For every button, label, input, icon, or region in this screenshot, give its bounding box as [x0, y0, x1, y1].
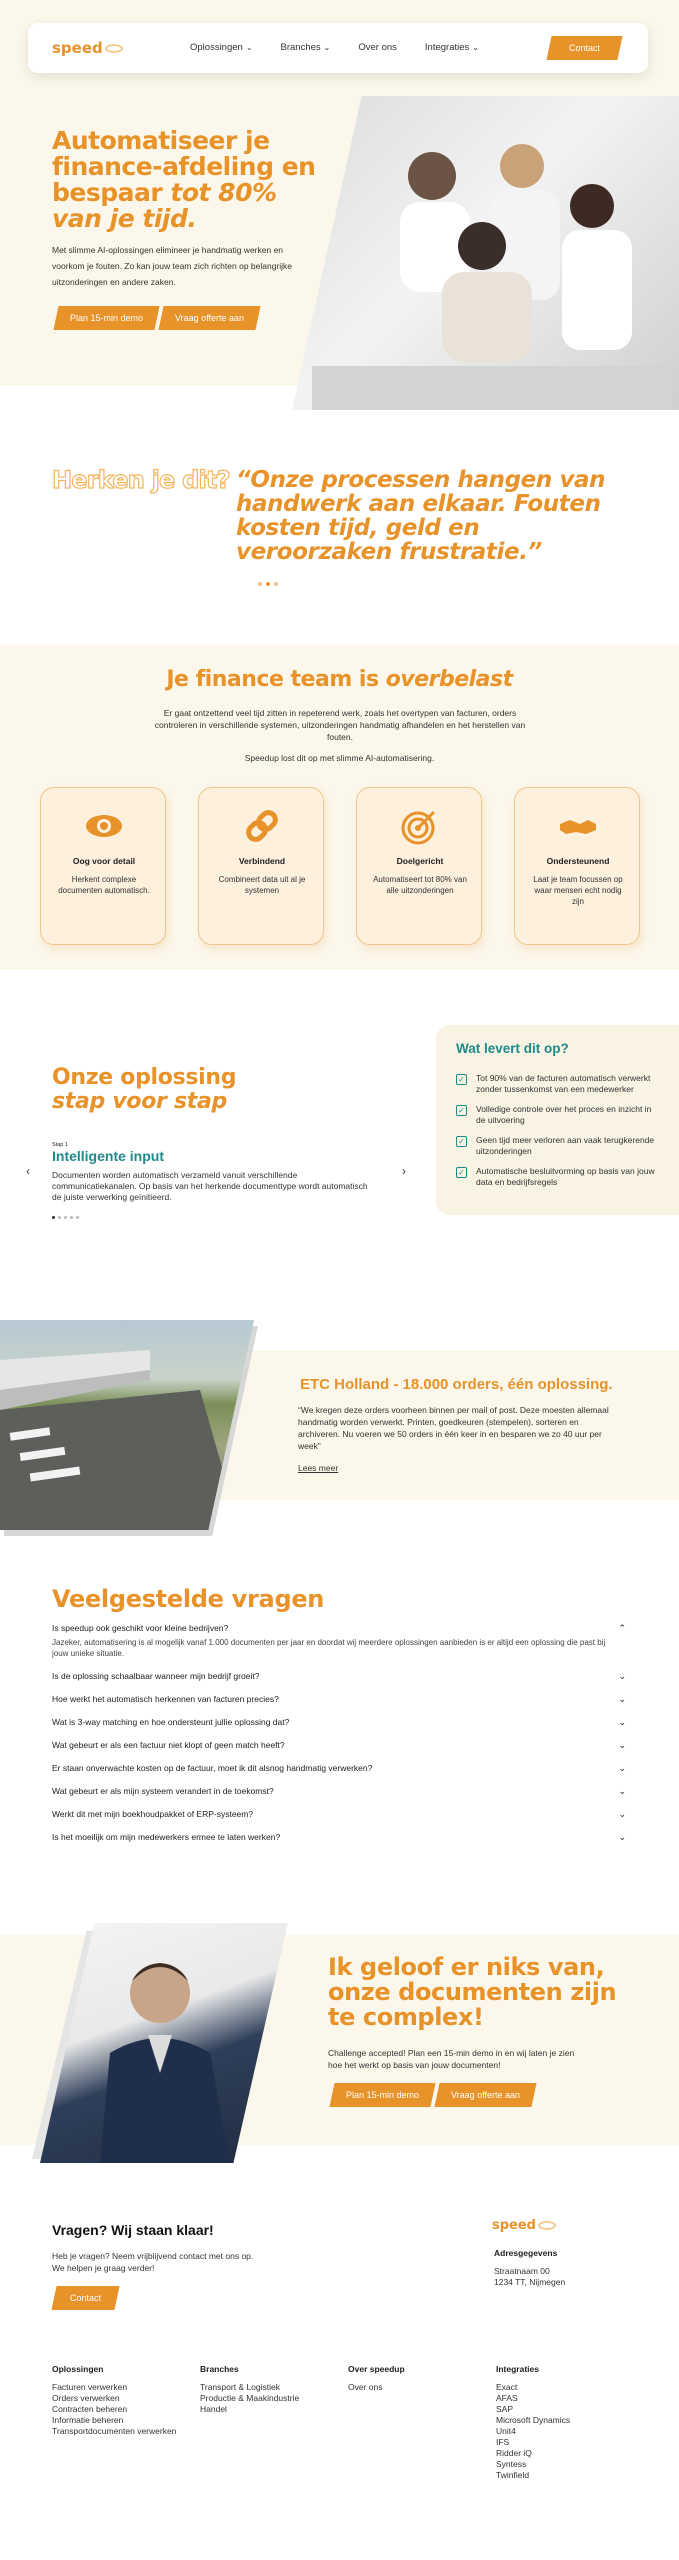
feature-card [40, 787, 166, 945]
benefits-panel [436, 1025, 679, 1215]
feature-card-desc: Combineert data uit al je systemen [218, 875, 306, 895]
footer-link[interactable]: SAP [496, 2404, 514, 2414]
faq-item[interactable]: Wat gebeurt er als mijn systeem verandert in de toekomst? ⌄ [52, 1786, 626, 1796]
feature-card [514, 787, 640, 945]
overbelast-intro-2: Speedup lost dit op met slimme AI-automatisering. [244, 753, 435, 763]
checkbox-icon: ✓ [456, 1167, 467, 1178]
feature-card-title: Ondersteunend [546, 856, 610, 866]
benefits-title: Wat levert dit op? [456, 1041, 569, 1056]
case-study-section [0, 1320, 679, 1510]
cta-buttons [332, 2083, 534, 2107]
feature-card-desc: Laat je team focussen op waar mensen echt nodig zijn [533, 875, 623, 906]
chevron-right-icon[interactable]: › [402, 1164, 406, 1178]
cta-person-photo [40, 1923, 288, 2163]
chevron-down-icon: ⌄ [618, 1740, 626, 1750]
target-icon [400, 806, 440, 846]
chevron-down-icon: ⌄ [618, 1832, 626, 1842]
footer-link[interactable]: Contracten beheren [52, 2404, 128, 2414]
feature-card [198, 787, 324, 945]
herken-label: Herken je dit? [52, 466, 230, 494]
step-dot-active[interactable] [52, 1216, 55, 1219]
faq-item[interactable]: Werkt dit met mijn boekhoudpakket of ERP-systeem? ⌄ [52, 1809, 626, 1819]
footer-col-title: Branches [200, 2364, 239, 2374]
footer-col-oplossingen [52, 2364, 200, 2481]
address [494, 2266, 565, 2288]
request-quote-button[interactable]: Vraag offerte aan [434, 2083, 536, 2107]
benefit-item: ✓ Automatische besluitvorming op basis van jouw data en bedrijfsregels [456, 1166, 656, 1188]
step-dot[interactable] [70, 1216, 73, 1219]
footer-link[interactable]: Microsoft Dynamics [496, 2415, 571, 2425]
contact-button[interactable]: Contact [546, 36, 622, 60]
faq-item[interactable]: Is de oplossing schaalbaar wanneer mijn bedrijf groeit? ⌄ [52, 1671, 626, 1681]
carousel-dots [258, 582, 278, 586]
footer-logo[interactable]: speed [492, 2218, 556, 2233]
plan-demo-button[interactable]: Plan 15-min demo [329, 2083, 435, 2107]
logo-swoosh-icon [538, 2221, 556, 2230]
chevron-down-icon: ⌄ [618, 1786, 626, 1796]
faq-item[interactable]: Er staan onverwachte kosten op de factuur, moet ik dit alsnog handmatig verwerken? ⌄ [52, 1763, 626, 1773]
link-icon [242, 806, 282, 846]
faq-item[interactable]: Hoe werkt het automatisch herkennen van facturen precies? ⌄ [52, 1694, 626, 1704]
step-dot[interactable] [64, 1216, 67, 1219]
footer-link[interactable]: IFS [496, 2437, 510, 2447]
handshake-icon [558, 806, 598, 846]
footer-link[interactable]: Transport & Logistiek [200, 2382, 280, 2392]
solution-title: Onze oplossing stap voor stap [52, 1065, 237, 1114]
step-dot[interactable] [58, 1216, 61, 1219]
footer [0, 2200, 679, 2560]
menu-item-integraties[interactable]: Integraties ⌄ [424, 42, 479, 53]
footer-link[interactable]: Informatie beheren [52, 2415, 124, 2425]
chevron-down-icon: ⌄ [618, 1671, 626, 1681]
checkbox-icon: ✓ [456, 1074, 467, 1085]
footer-link[interactable]: Unit4 [496, 2426, 516, 2436]
overbelast-section [0, 645, 679, 970]
faq-item[interactable]: Is het moeilijk om mijn medewerkers ermee te laten werken? ⌄ [52, 1832, 626, 1842]
footer-text: Heb je vragen? Neem vrijblijvend contact met ons op. We helpen je graag verder! [52, 2251, 254, 2273]
menu-item-branches[interactable]: Branches ⌄ [280, 42, 331, 53]
cta-title: Ik geloof er niks van, onze documenten zijn te complex! [328, 1953, 617, 2031]
footer-contact-button[interactable]: Contact [51, 2286, 119, 2310]
chevron-down-icon: ⌄ [323, 43, 331, 52]
feature-card [356, 787, 482, 945]
footer-col-over-speedup [348, 2364, 496, 2481]
address-heading: Adresgegevens [494, 2248, 558, 2258]
carousel-dot[interactable] [258, 582, 262, 586]
nav-bar [28, 23, 648, 73]
faq-title: Veelgestelde vragen [52, 1585, 325, 1613]
read-more-link[interactable]: Lees meer [298, 1463, 339, 1473]
step-dot[interactable] [76, 1216, 79, 1219]
cta-text: Challenge accepted! Plan een 15-min demo in en wij laten je zien hoe het werkt op basis van jouw documenten! [328, 2048, 575, 2070]
footer-col-title: Integraties [496, 2364, 539, 2374]
hero-text: Met slimme AI-oplossingen elimineer je handmatig werken en voorkom je fouten. Zo kan jouw team zich richten op belangrijke uitzonderingen en andere zaken. [52, 245, 293, 287]
address-city: 1234 TT, Nijmegen [494, 2277, 566, 2287]
feature-card-desc: Herkent complexe documenten automatisch. [58, 875, 150, 895]
footer-col-integraties [496, 2364, 644, 2481]
carousel-dot[interactable] [274, 582, 278, 586]
chevron-down-icon: ⌄ [618, 1694, 626, 1704]
nav-bar-area [0, 0, 679, 96]
feature-card-title: Doelgericht [396, 856, 444, 866]
footer-col-branches [200, 2364, 348, 2481]
chevron-down-icon: ⌄ [618, 1809, 626, 1819]
footer-link[interactable]: Twinfield [496, 2470, 530, 2480]
faq-item[interactable]: Wat gebeurt er als een factuur niet klopt of geen match heeft? ⌄ [52, 1740, 626, 1750]
footer-link[interactable]: Handel [200, 2404, 227, 2414]
faq-list [52, 1623, 626, 1855]
footer-col-title: Oplossingen [52, 2364, 104, 2374]
footer-link[interactable]: Transportdocumenten verwerken [52, 2426, 177, 2436]
footer-col-title: Over speedup [348, 2364, 405, 2374]
address-street: Straatnaam 00 [494, 2266, 550, 2276]
menu-item-over-ons[interactable]: Over ons [358, 42, 397, 53]
faq-section [0, 1575, 679, 1865]
checkbox-icon: ✓ [456, 1105, 467, 1116]
footer-link[interactable]: Over ons [348, 2382, 383, 2392]
footer-link[interactable]: Syntess [496, 2459, 527, 2469]
solution-section [0, 1000, 679, 1300]
feature-card-desc: Automatiseert tot 80% van alle uitzonderingen [373, 875, 467, 895]
feature-cards [40, 787, 640, 945]
request-quote-button[interactable]: Vraag offerte aan [158, 306, 260, 330]
faq-answer: Jazeker, automatisering is al mogelijk vanaf 1.000 documenten per jaar en doordat wij meerdere oplossingen aanbieden is er altijd een oplossing die past bij jouw unieke situatie. [52, 1638, 606, 1658]
chevron-down-icon: ⌄ [245, 43, 253, 52]
cta-section [0, 1935, 679, 2145]
overbelast-intro: Er gaat ontzettend veel tijd zitten in repeterend werk, zoals het overtypen van facturen, orders controleren in verschillende systemen, uitzonderingen handmatig afhandelen en het herstellen van fouten. [154, 708, 526, 742]
plan-demo-button[interactable]: Plan 15-min demo [53, 306, 159, 330]
footer-link[interactable]: Facturen verwerken [52, 2382, 128, 2392]
footer-link[interactable]: AFAS [496, 2393, 518, 2403]
footer-link[interactable]: Ridder iQ [496, 2448, 532, 2458]
feature-card-title: Verbindend [238, 856, 286, 866]
testimonial-section [0, 410, 679, 640]
benefit-item: ✓ Volledige controle over het proces en inzicht in de uitvoering [456, 1104, 656, 1126]
checkbox-icon: ✓ [456, 1136, 467, 1147]
person-illustration [40, 1923, 288, 2163]
menu-item-oplossingen[interactable]: Oplossingen ⌄ [190, 42, 253, 53]
step-title: Intelligente input [52, 1148, 164, 1164]
step-description: Documenten worden automatisch verzameld vanuit verschillende communicatiekanalen. Op basis van het herkende documenttype wordt automatisch de juiste verwerking geïnitieerd. [52, 1170, 368, 1202]
chevron-up-icon: ⌃ [618, 1623, 626, 1633]
case-study-quote: “We kregen deze orders voorheen binnen per mail of post. Deze moesten allemaal handmatig worden verwerkt. Printen, goedkeuren (stempelen), sorteren en archiveren. Nu voeren we 50 orders in één keer in en besparen we zo 40 uur per week” [298, 1405, 609, 1451]
hero-buttons [56, 306, 258, 330]
chevron-left-icon[interactable]: ‹ [26, 1164, 30, 1178]
case-study-title: ETC Holland - 18.000 orders, één oplossing. [300, 1376, 613, 1393]
carousel-dot-active[interactable] [266, 582, 270, 586]
chevron-down-icon: ⌄ [618, 1717, 626, 1727]
benefit-item: ✓ Geen tijd meer verloren aan vaak terugkerende uitzonderingen [456, 1135, 656, 1157]
step-label: Stap 1 [52, 1142, 68, 1148]
step-dots [52, 1216, 79, 1219]
faq-item[interactable]: Wat is 3-way matching en hoe ondersteunt jullie oplossing dat? ⌄ [52, 1717, 626, 1727]
chevron-down-icon: ⌄ [472, 43, 479, 52]
benefit-item: ✓ Tot 90% van de facturen automatisch verwerkt zonder tussenkomst van een medewerker [456, 1073, 656, 1095]
faq-item[interactable]: Is speedup ook geschikt voor kleine bedrijven? ⌃ Jazeker, automatisering is al mogelijk vanaf 1.000 documenten per jaar en doordat wij meerdere oplossingen aanbieden is er altijd een oplossing die past bij jouw unieke situatie. [52, 1623, 626, 1658]
footer-link[interactable]: Orders verwerken [52, 2393, 120, 2403]
main-menu [190, 42, 479, 53]
footer-link[interactable]: Exact [496, 2382, 518, 2392]
overbelast-title: Je finance team is overbelast [166, 667, 513, 692]
logo[interactable]: speed [52, 39, 123, 57]
footer-link[interactable]: Productie & Maakindustrie [200, 2393, 300, 2403]
feature-card-title: Oog voor detail [72, 856, 136, 866]
logo-swoosh-icon [105, 44, 123, 53]
benefits-list [456, 1073, 656, 1197]
footer-title: Vragen? Wij staan klaar! [52, 2222, 214, 2238]
eye-icon [84, 806, 124, 846]
herken-quote: “Onze processen hangen van handwerk aan elkaar. Fouten kosten tijd, geld en veroorzaken frustratie.” [236, 467, 606, 565]
hero-title: Automatiseer je finance-afdeling en bespaar tot 80% van je tijd. [52, 126, 316, 233]
footer-columns [52, 2364, 644, 2481]
chevron-down-icon: ⌄ [618, 1763, 626, 1773]
